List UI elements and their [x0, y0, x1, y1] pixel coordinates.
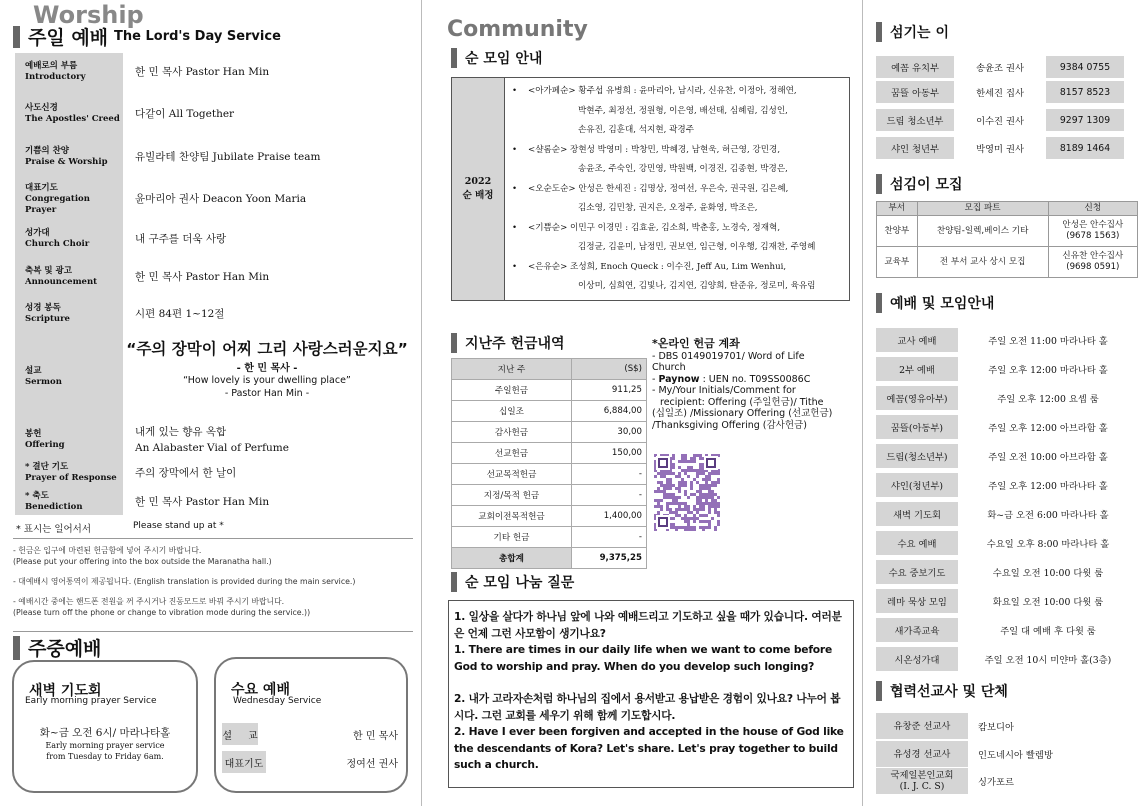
table-header-row: 지난 주 (S$) — [452, 359, 647, 380]
lords-day-title — [13, 23, 281, 50]
table-row: 샤인 청년부 박영미 권사 8189 1464 — [876, 137, 1124, 159]
questions-section-title: 순 모임 나눔 질문 — [451, 572, 574, 592]
order-value: 한 민 목사 Pastor Han Min — [135, 271, 270, 283]
table-row: 주일헌금 911,25 — [452, 380, 647, 401]
section-marker — [876, 22, 882, 42]
column-divider — [421, 0, 422, 806]
meeting-row: 교사 예배 주일 오전 11:00 마라나타 홀 — [876, 325, 1138, 355]
online-offering-info: *온라인 헌금 계좌 - DBS 0149019701/ Word of Life Church - Paynow : UEN no. T09SS0086C - My/Your Initials/Comment for recipient: Offering (주일헌금)/ Tithe (십일조) /Missionary Offering (선교헌금) /Thanksgiving Offering (감사헌금) — [652, 338, 852, 431]
wed-title: 수요 예배 — [231, 682, 290, 698]
notice: - 대예배시 영어통역이 제공됩니다. (English translation is provided during the main service.) — [13, 577, 356, 586]
cell-continuation: 이상미, 심희연, 김빛나, 김지연, 김양희, 탄준유, 정로미, 육유림 — [578, 281, 816, 291]
discussion-questions — [448, 600, 854, 788]
cell-item: • <은유순> 조성희, Enoch Queck : 이수진, Jeff Au, Lim Wenhui, — [506, 258, 845, 278]
column-divider — [862, 0, 863, 806]
worship-heading: Worship — [33, 1, 144, 29]
order-label: * 결단 기도 Prayer of Response — [15, 457, 123, 488]
order-label: 성경 봉독 Scripture — [15, 296, 123, 332]
cell-section-title: 순 모임 안내 — [451, 48, 542, 68]
wed-label: 대표기도 — [222, 751, 266, 773]
missions-section-title: 협력선교사 및 단체 — [876, 681, 1008, 701]
question-ko: 2. 내가 고라자손처럼 하나님의 집에서 용서받고 용납받은 경험이 있나요? 나누어 봅시다. 그런 교회를 세우기 위해 함께 기도합시다. — [454, 692, 841, 722]
total-row: 총합계 9,375,25 — [452, 548, 647, 569]
order-value: 내게 있는 향유 옥합 An Alabaster Vial of Perfume — [135, 425, 289, 454]
section-marker — [876, 293, 882, 313]
section-marker — [13, 26, 20, 48]
table-row: 드림 청소년부 이수진 권사 9297 1309 — [876, 109, 1124, 131]
servers-table — [876, 56, 1138, 166]
section-marker — [876, 174, 882, 194]
section-marker — [13, 636, 20, 660]
table-row: 예꼼 유치부 송윤조 권사 9384 0755 — [876, 56, 1124, 78]
online-title: *온라인 헌금 계좌 — [652, 337, 740, 350]
section-marker — [451, 48, 457, 68]
mission-row: 유창준 선교사 캄보디아 — [876, 713, 1138, 739]
wed-sub: Wednesday Service — [233, 696, 322, 706]
cell-continuation: 김소영, 김민창, 권지은, 오정주, 윤화영, 박조은, — [578, 203, 758, 213]
order-row — [15, 220, 411, 258]
table-row: 기타 헌금 - — [452, 527, 647, 548]
offering-section-title: 지난주 헌금내역 — [451, 333, 565, 353]
order-value: 유빌라테 찬양팀 Jubilate Praise team — [135, 151, 321, 163]
dawn-title: 새벽 기도회 — [29, 683, 102, 699]
question-en: 1. There are times in our daily life when we want to come before God to worship and pray. When do you develop such longing? — [454, 643, 833, 673]
mission-row: 유성경 선교사 인도네시아 빨렘방 — [876, 741, 1138, 767]
table-row: 찬양부 찬양팀-일렉,베이스 기타 안성은 안수집사 (9678 1563) — [877, 216, 1138, 247]
cell-continuation: 김정균, 김윤미, 남정민, 권보연, 임근형, 이우행, 김재찬, 주영혜 — [578, 242, 816, 252]
order-row — [15, 91, 411, 136]
order-row — [15, 422, 411, 457]
order-row — [15, 136, 411, 178]
order-label: 사도신경 The Apostles' Creed — [15, 91, 123, 136]
order-row — [15, 53, 411, 91]
meeting-row: 2부 예배 주일 오후 12:00 마라나타 홀 — [876, 354, 1138, 384]
order-value: 시편 84편 1~12절 — [135, 308, 225, 320]
meetings-section-title: 예배 및 모임안내 — [876, 293, 994, 313]
order-label: 봉헌 Offering — [15, 422, 123, 457]
notice: - 헌금은 입구에 마련된 헌금함에 넣어 주시기 바랍니다. (Please put your offering into the box outside the Maranatha hall.) — [13, 546, 272, 566]
wed-label: 설 교 — [222, 723, 258, 745]
offering-table — [451, 358, 647, 569]
meeting-row: 레마 묵상 모임 화요일 오전 10:00 다윗 룸 — [876, 586, 1138, 616]
divider — [13, 538, 413, 539]
standup-ko: * 표시는 일어서서 — [16, 524, 92, 535]
order-value: 한 민 목사 Pastor Han Min — [135, 495, 270, 508]
cell-item: • <샬롬순> 장현성 박영미 : 박창민, 박혜경, 남현욱, 허근영, 강민경, — [506, 141, 845, 161]
order-row — [15, 332, 411, 422]
recruit-section-title: 섬김이 모집 — [876, 174, 963, 194]
divider — [13, 631, 413, 632]
order-row — [15, 178, 411, 220]
section-marker — [451, 333, 457, 353]
community-title: Community — [447, 17, 588, 42]
order-label: 대표기도 Congregation Prayer — [15, 178, 123, 220]
wednesday-box — [214, 657, 408, 793]
standup-en: Please stand up at * — [133, 521, 224, 531]
meeting-row: 드림(청소년부) 주일 오전 10:00 아브라함 홀 — [876, 441, 1138, 471]
table-row: 감사헌금 30,00 — [452, 422, 647, 443]
sermon-block — [123, 337, 411, 418]
meeting-row: 새가족교육 주일 대 예배 후 다윗 룸 — [876, 615, 1138, 645]
table-row: 교육부 전 부서 교사 상시 모집 신유찬 안수집사 (9698 0591) — [877, 247, 1138, 278]
cell-year-label: 2022 순 배정 — [452, 78, 505, 300]
sermon-preacher: - 한 민 목사 - — [236, 362, 298, 374]
order-value: 윤마리아 권사 Deacon Yoon Maria — [135, 193, 307, 205]
sermon-title: “주의 장막이 어찌 그리 사랑스러운지요” — [126, 339, 408, 358]
mission-row: 국제일본인교회 (I. J. C. S) 싱가포르 — [876, 768, 1138, 794]
wed-value: 정여선 권사 — [346, 759, 398, 770]
cell-continuation: 송윤조, 주숙인, 강민영, 박원백, 이경진, 김종현, 박경은, — [578, 164, 788, 174]
notice: - 예배시간 중에는 핸드폰 전원을 꺼 주시거나 진동모드로 바꿔 주시기 바랍니다. (Please turn off the phone or change to vibration mode during the service.)) — [13, 597, 311, 617]
sermon-title-en: “How lovely is your dwelling place” — [183, 374, 351, 386]
dawn-prayer-box — [12, 660, 198, 793]
title-en: The Lord's Day Service — [114, 29, 281, 44]
cell-continuation: 손유진, 김훈대, 석지현, 곽경주 — [578, 125, 695, 135]
order-row — [15, 258, 411, 296]
cell-item: • <아가페순> 황주섭 유병희 : 윤마리아, 남시라, 신유찬, 이정아, 정해연, — [506, 82, 845, 102]
order-label: 설교 Sermon — [15, 332, 123, 422]
order-label: 기쁨의 찬양 Praise & Worship — [15, 136, 123, 178]
table-row: 선교목적헌금 - — [452, 464, 647, 485]
meeting-row: 시온성가대 주일 오전 10시 미얀마 홀(3층) — [876, 644, 1138, 674]
table-row: 꿈뜰 아동부 한세진 집사 8157 8523 — [876, 81, 1124, 103]
cell-continuation: 박현주, 최정선, 정원형, 이은영, 배선태, 심혜림, 김성인, — [578, 105, 788, 116]
table-header-row: 부서 모집 파트 신청 — [877, 202, 1138, 216]
meeting-row: 수요 예배 수요일 오후 8:00 마라나타 홀 — [876, 528, 1138, 558]
order-value: 다같이 All Together — [135, 107, 235, 120]
order-value: 주의 장막에서 한 날이 — [135, 466, 237, 479]
table-row: 교회이전목적헌금 1,400,00 — [452, 506, 647, 527]
table-row: 선교헌금 150,00 — [452, 443, 647, 464]
sermon-preacher-en: - Pastor Han Min - — [224, 387, 310, 399]
order-value: 내 구주를 더욱 사랑 — [135, 233, 227, 245]
meeting-row: 새벽 기도회 화~금 오전 6:00 마라나타 홀 — [876, 499, 1138, 529]
meeting-row: 꿈뜰(아동부) 주일 오후 12:00 아브라함 홀 — [876, 412, 1138, 442]
servers-section-title: 섬기는 이 — [876, 22, 949, 42]
order-row — [15, 457, 411, 488]
order-label: 축복 및 광고 Announcement — [15, 258, 123, 296]
title-ko: 주일 예배 — [28, 27, 109, 49]
question-en: 2. Have I ever been forgiven and accepted in the house of God like the descendants of Kora? Let's share. Let's pray together to build such a church. — [454, 725, 844, 771]
meeting-row: 수요 중보기도 수요일 오전 10:00 다윗 룸 — [876, 557, 1138, 587]
meeting-row: 예꼼(영유아부) 주일 오후 12:00 요셉 룸 — [876, 383, 1138, 413]
cell-item: • <기쁨순> 이민구 이경민 : 김효윤, 김소희, 박춘홍, 노경숙, 정재혁, — [506, 219, 845, 239]
qr-code-icon — [654, 454, 720, 531]
table-row: 지정/목적 헌금 - — [452, 485, 647, 506]
order-value: 한 민 목사 Pastor Han Min — [135, 66, 270, 78]
dawn-sub: Early morning prayer Service — [25, 696, 157, 706]
meeting-row: 샤인(청년부) 주일 오후 12:00 마라나타 홀 — [876, 470, 1138, 500]
order-label: 예배로의 부름 Introductory — [15, 53, 123, 91]
order-label: 성가대 Church Choir — [15, 220, 123, 258]
cell-item: • <오순도순> 안성은 한세진 : 김명상, 정여선, 우은숙, 권국원, 김은혜, — [506, 180, 845, 200]
cell-list — [506, 82, 845, 297]
cell-groups-box — [451, 77, 850, 301]
order-label: * 축도 Benediction — [15, 488, 123, 515]
table-row: 십일조 6,884,00 — [452, 401, 647, 422]
order-row — [15, 488, 411, 515]
weekday-title: 주중예배 — [13, 634, 101, 661]
order-row — [15, 296, 411, 332]
notices — [13, 545, 413, 627]
recruit-table — [876, 201, 1138, 278]
question-ko: 1. 일상을 살다가 하나님 앞에 나와 예배드리고 기도하고 싶을 때가 있습니다. 여러분은 언제 그런 사모함이 생기나요? — [454, 610, 842, 640]
section-marker — [876, 681, 882, 701]
wed-value: 한 민 목사 — [353, 731, 398, 742]
section-marker — [451, 572, 457, 592]
dawn-time: 화~금 오전 6시/ 마라나타홀 Early morning prayer service from Tuesday to Friday 6am. — [39, 727, 171, 761]
